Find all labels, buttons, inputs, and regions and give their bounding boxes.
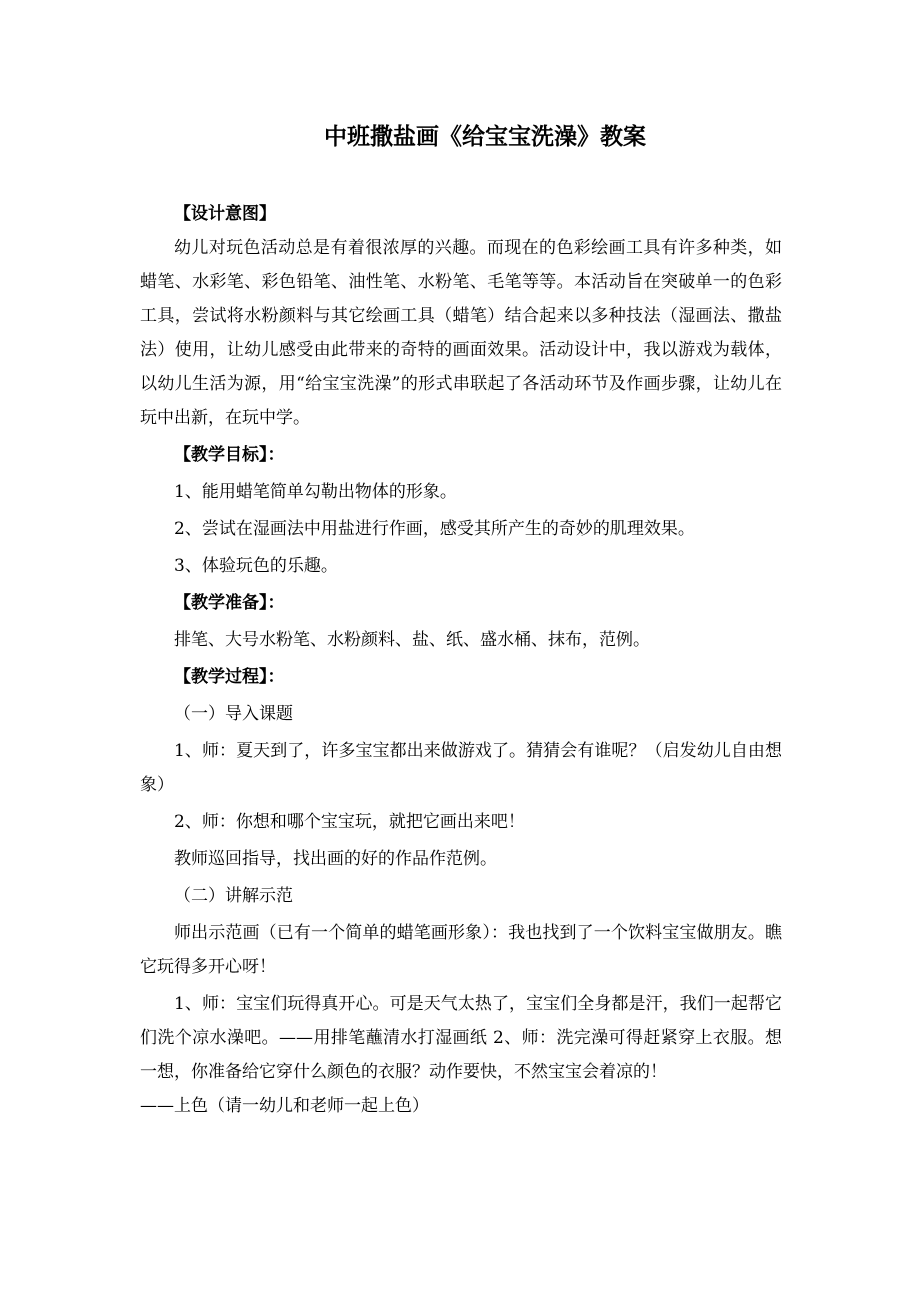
step2-line-1: 师出示范画（已有一个简单的蜡笔画形象）：我也找到了一个饮料宝宝做朋友。瞧它玩得多开心呀！ bbox=[140, 923, 782, 977]
prep-paragraph: 排笔、大号水粉笔、水粉颜料、盐、纸、盛水桶、抹布，范例。 bbox=[174, 630, 650, 650]
design-paragraph: 幼儿对玩色活动总是有着很浓厚的兴趣。而现在的色彩绘画工具有许多种类，如蜡笔、水彩笔、彩色铅笔、油性笔、水粉笔、毛笔等等。本活动旨在突破单一的色彩工具，尝试将水粉颜料与其它绘画工具（蜡笔）结合起来以多种技法（湿画法、撒盐法）使用，让幼儿感受由此带来的奇特的画面效果。活动设计中，我以游戏为载体，以幼儿生活为源，用“给宝宝洗澡”的形式串联起了各活动环节及作画步骤，让幼儿在玩中出新，在玩中学。 bbox=[140, 238, 782, 428]
step1-heading: （一）导入课题 bbox=[174, 704, 293, 724]
goals-heading: 【教学目标】： bbox=[174, 445, 285, 465]
goal-item-3: 3、体验玩色的乐趣。 bbox=[174, 556, 338, 576]
step1-line-1: 1、师：夏天到了，许多宝宝都出来做游戏了。猜猜会有谁呢？（启发幼儿自由想象） bbox=[140, 741, 782, 795]
step2-line-3: ——上色（请一幼儿和老师一起上色） bbox=[140, 1096, 429, 1116]
goal-item-1: 1、能用蜡笔简单勾勒出物体的形象。 bbox=[174, 482, 457, 502]
document-title: 中班撒盐画《给宝宝洗澡》教案 bbox=[324, 124, 646, 150]
prep-heading: 【教学准备】： bbox=[174, 593, 285, 613]
goal-item-2: 2、尝试在湿画法中用盐进行作画，感受其所产生的奇妙的肌理效果。 bbox=[174, 519, 695, 539]
step1-line-3: 教师巡回指导，找出画的好的作品作范例。 bbox=[174, 849, 497, 869]
document-body bbox=[140, 197, 782, 1123]
step1-line-2: 2、师：你想和哪个宝宝玩，就把它画出来吧！ bbox=[174, 812, 525, 832]
design-heading: 【设计意图】 bbox=[174, 204, 276, 224]
step2-heading: （二）讲解示范 bbox=[174, 886, 293, 906]
process-heading: 【教学过程】： bbox=[174, 667, 285, 687]
step2-line-2: 1、师：宝宝们玩得真开心。可是天气太热了，宝宝们全身都是汗，我们一起帮它们洗个凉水澡吧。——用排笔蘸清水打湿画纸 2、师：洗完澡可得赶紧穿上衣服。想一想，你准备给它穿什么颜色的衣服？动作要快，不然宝宝会着凉的！ bbox=[140, 994, 782, 1082]
